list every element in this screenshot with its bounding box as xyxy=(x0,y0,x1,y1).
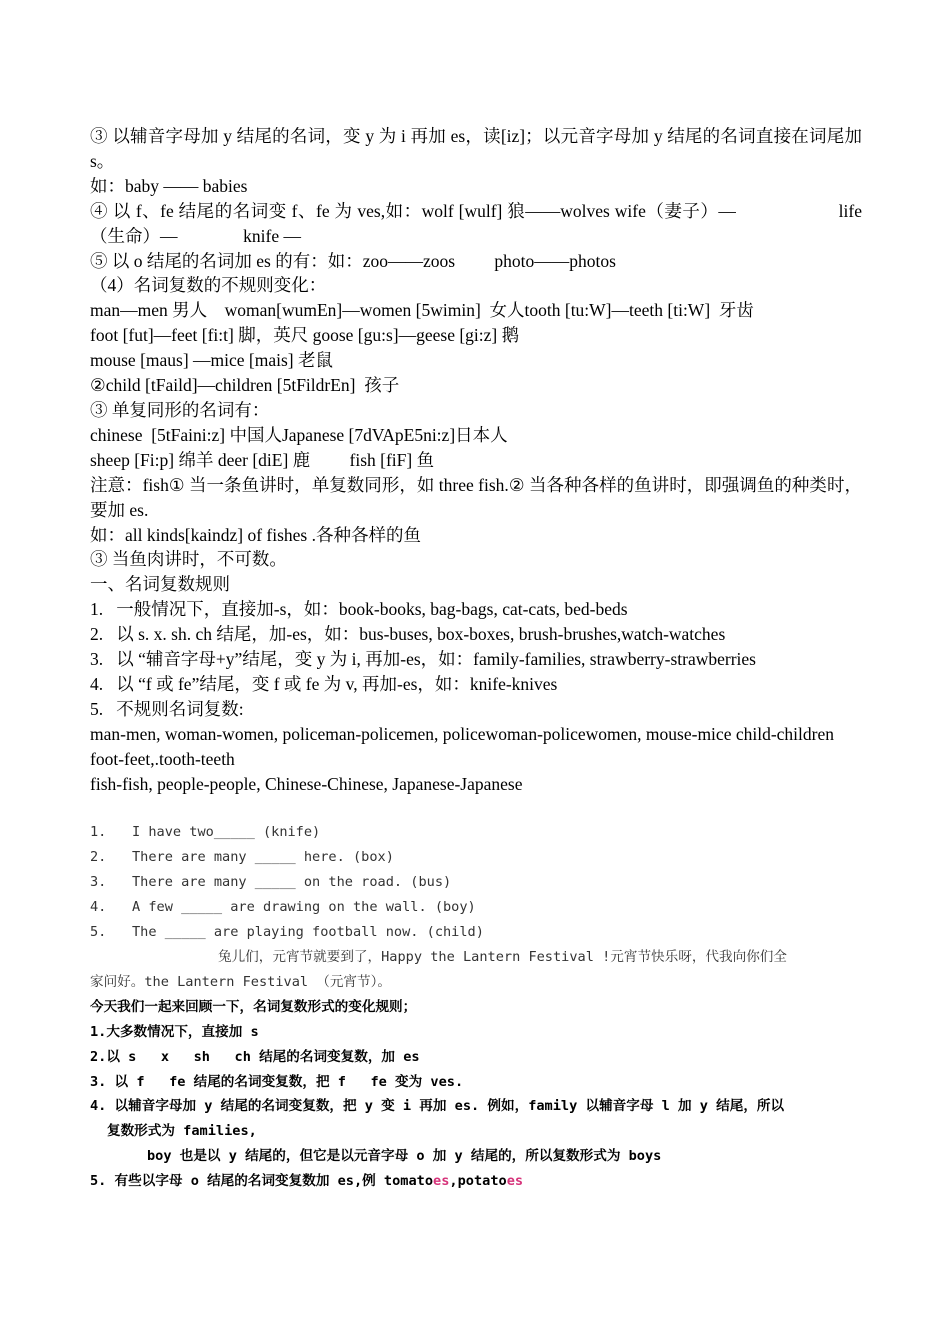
summary-rule: 3. 以 f fe 结尾的名词变复数，把 f fe 变为 ves. xyxy=(90,1073,464,1090)
greeting-line: 家问好。the Lantern Festival （元宵节）。 xyxy=(90,973,392,990)
exercise-item: 2. There are many _____ here. (box) xyxy=(90,849,394,866)
exercise-list xyxy=(90,820,862,945)
summary-rule: 4. 以辅音字母加 y 结尾的名词变复数，把 y 变 i 再加 es. 例如，family 以辅音字母 l 加 y 结尾，所以 xyxy=(90,1098,785,1115)
exercise-item: 3. There are many _____ on the road. (bus) xyxy=(90,874,452,891)
rule-line: ②child [tFaild]—children [5tFildrEn] 孩子 xyxy=(90,375,400,396)
highlight-suffix: es xyxy=(433,1173,450,1190)
plural-rules-summary xyxy=(90,995,862,1194)
rule-line: 4. 以 “f 或 fe”结尾，变 f 或 fe 为 v, 再加-es，如：knife-knives xyxy=(90,673,558,694)
rule-line: 如：all kinds[kaindz] of fishes .各种各样的鱼 xyxy=(90,524,421,545)
rule-line: foot [fut]—feet [fi:t] 脚，英尺 goose [gu:s]—geese [gi:z] 鹅 xyxy=(90,325,520,346)
rule-line: foot-feet,.tooth-teeth xyxy=(90,748,235,769)
rule-line: ⑤ 以 o 结尾的名词加 es 的有：如：zoo——zoos photo——photos xyxy=(90,250,616,271)
exercise-item: 1. I have two_____ (knife) xyxy=(90,824,321,841)
rule-line: man-men, woman-women, policeman-policemen, policewoman-policewomen, mouse-mice child-children xyxy=(90,723,834,744)
greeting-line: 兔儿们，元宵节就要到了，Happy the Lantern Festival !元宵节快乐呀，代我向你们全 xyxy=(218,949,787,965)
greeting-paragraph xyxy=(90,945,862,995)
rule-line: sheep [Fi:p] 绵羊 deer [diE] 鹿 fish [fiF] 鱼 xyxy=(90,449,435,470)
section-heading: 一、名词复数规则 xyxy=(90,574,230,595)
rule-line: 3. 以 “辅音字母+y”结尾，变 y 为 i, 再加-es，如：family-families, strawberry-strawberries xyxy=(90,649,756,670)
rule-line: mouse [maus] —mice [mais] 老鼠 xyxy=(90,350,334,371)
exercise-item: 4. A few _____ are drawing on the wall. (boy) xyxy=(90,899,476,916)
summary-rule: 复数形式为 families, xyxy=(107,1123,257,1140)
summary-rule: 2.以 s x sh ch 结尾的名词变复数，加 es xyxy=(90,1048,420,1065)
rule-line: man—men 男人 woman[wumEn]—women [5wimin] 女人tooth [tu:W]—teeth [ti:W] 牙齿 xyxy=(90,300,754,321)
rule-line: ③ 当鱼肉讲时，不可数。 xyxy=(90,549,287,570)
rule-line: 2. 以 s. x. sh. ch 结尾，加-es，如：bus-buses, box-boxes, brush-brushes,watch-watches xyxy=(90,624,726,645)
rule-line: ④ 以 f、fe 结尾的名词变 f、fe 为 ves,如：wolf [wulf] 狼——wolves wife（妻子）— life（生命）— knife — xyxy=(90,200,862,246)
rule-line: fish-fish, people-people, Chinese-Chinese, Japanese-Japanese xyxy=(90,773,523,794)
document-page xyxy=(90,124,867,1194)
summary-intro: 今天我们一起来回顾一下，名词复数形式的变化规则； xyxy=(90,998,417,1015)
rule-line: 5. 不规则名词复数: xyxy=(90,698,244,719)
summary-rule: 1.大多数情况下，直接加 s xyxy=(90,1023,259,1040)
summary-rule: 5. 有些以字母 o 结尾的名词变复数加 es,例 tomatoes,potatoes xyxy=(90,1173,524,1190)
highlight-suffix: es xyxy=(506,1173,524,1190)
grammar-notes xyxy=(90,124,867,796)
rule-line: ③ 以辅音字母加 y 结尾的名词，变 y 为 i 再加 es，读[iz]；以元音字母加 y 结尾的名词直接在词尾加 s。 xyxy=(90,126,867,171)
rule-line: （4）名词复数的不规则变化： xyxy=(90,275,327,296)
rule-line: 注意：fish① 当一条鱼讲时，单复数同形，如 three fish.② 当各种各样的鱼讲时，即强调鱼的种类时，要加 es. xyxy=(90,474,862,520)
exercise-item: 5. The _____ are playing football now. (child) xyxy=(90,924,484,941)
rule-line: 1. 一般情况下，直接加-s，如：book-books, bag-bags, cat-cats, bed-beds xyxy=(90,599,628,620)
rule-line: ③ 单复同形的名词有： xyxy=(90,399,270,420)
summary-rule: boy 也是以 y 结尾的，但它是以元音字母 o 加 y 结尾的，所以复数形式为 boys xyxy=(147,1148,662,1165)
rule-line: chinese [5tFaini:z] 中国人Japanese [7dVApE5ni:z]日本人 xyxy=(90,424,508,445)
rule-line: 如：baby —— babies xyxy=(90,175,248,196)
